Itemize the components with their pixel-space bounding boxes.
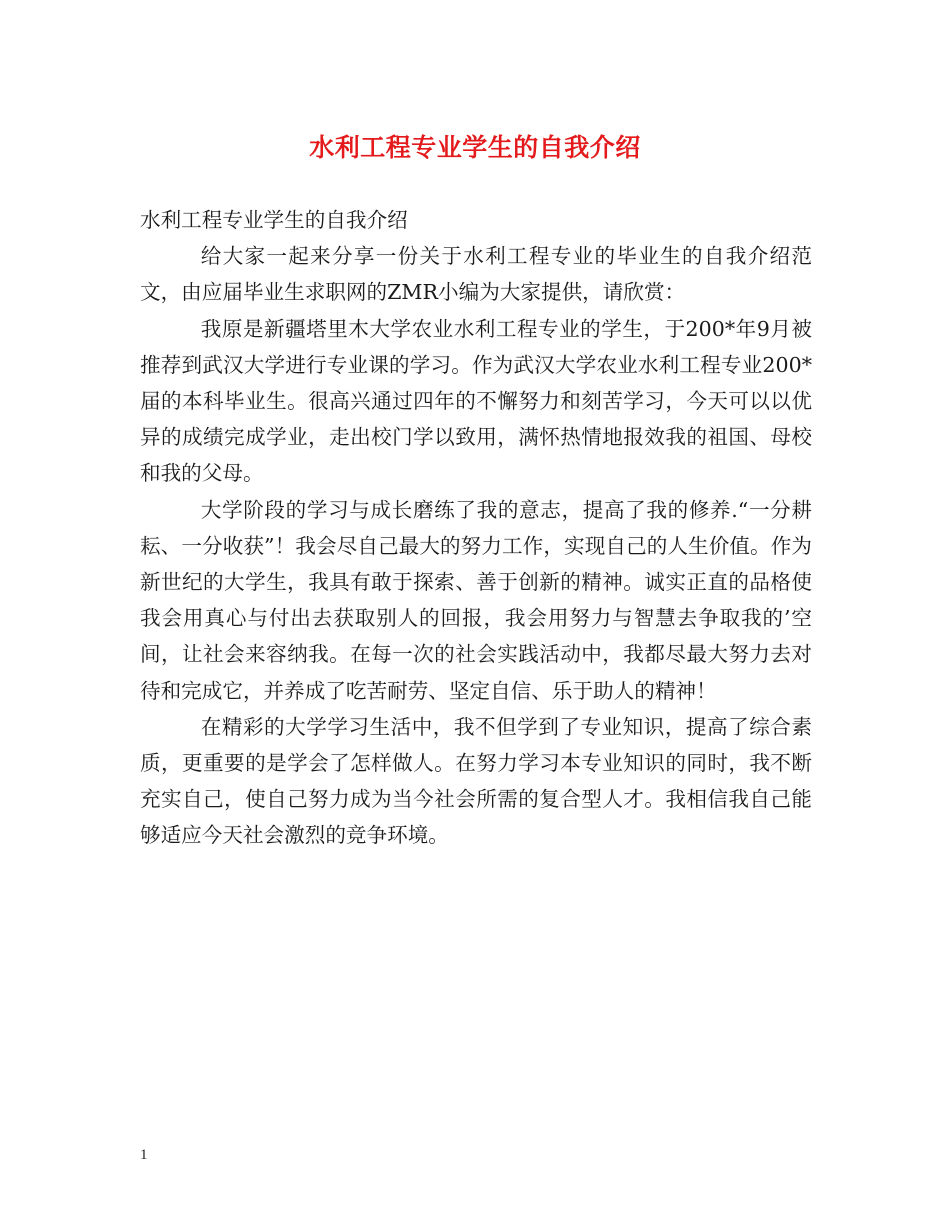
document-title: 水利工程专业学生的自我介绍 xyxy=(309,133,641,162)
paragraph-character: 大学阶段的学习与成长磨练了我的意志，提高了我的修养.“一分耕耘、一分收获”！我会尽自己最大的努力工作，实现自己的人生价值。作为新世纪的大学生，我具有敢于探索、善于创新的精神。诚实正直的品格使我会用真心与付出去获取别人的回报，我会用努力与智慧去争取我的’空间，让社会来容纳我。在每一次的社会实践活动中，我都尽最大努力去对待和完成它，并养成了吃苦耐劳、坚定自信、乐于助人的精神！ xyxy=(140,497,812,703)
page-number: 1 xyxy=(140,1147,148,1163)
paragraph-conclusion: 在精彩的大学学习生活中，我不但学到了专业知识，提高了综合素质，更重要的是学会了怎样做人。在努力学习本专业知识的同时，我不断充实自己，使自己努力成为当今社会所需的复合型人才。我相信我自己能够适应今天社会激烈的竞争环境。 xyxy=(140,714,812,848)
paragraph-intro: 给大家一起来分享一份关于水利工程专业的毕业生的自我介绍范文，由应届毕业生求职网的ZMR小编为大家提供，请欣赏： xyxy=(140,244,812,305)
document-body xyxy=(140,202,812,854)
paragraph-background: 我原是新疆塔里木大学农业水利工程专业的学生，于200*年9月被推荐到武汉大学进行专业课的学习。作为武汉大学农业水利工程专业200*届的本科毕业生。很高兴通过四年的不懈努力和刻苦学习，今天可以以优异的成绩完成学业，走出校门学以致用，满怀热情地报效我的祖国、母校和我的父母。 xyxy=(140,316,812,486)
document-subtitle: 水利工程专业学生的自我介绍 xyxy=(140,208,408,232)
